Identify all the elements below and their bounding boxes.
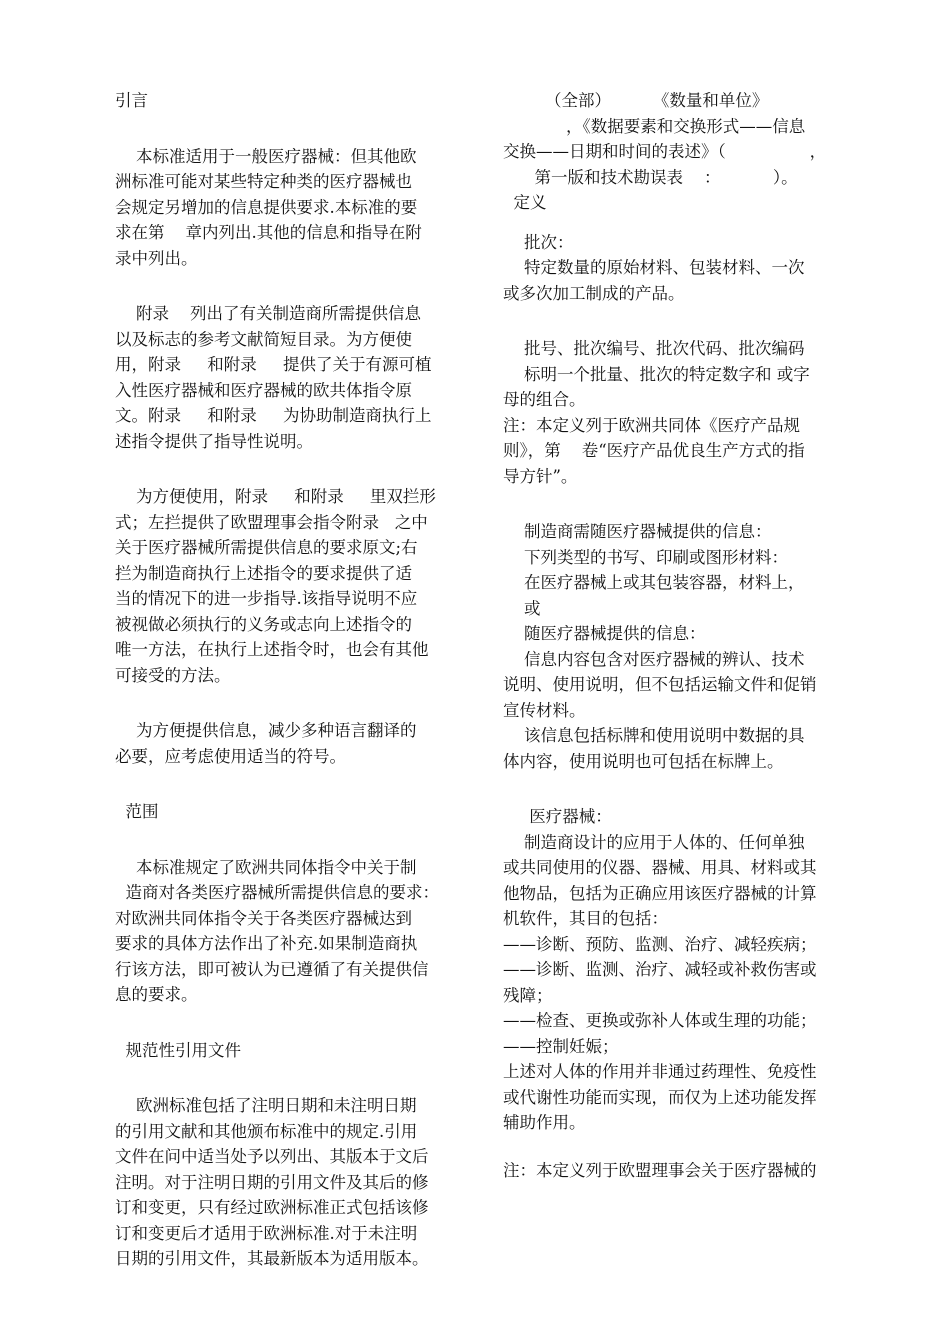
text-line: （全部） 《数量和单位》 bbox=[503, 91, 769, 110]
left-column bbox=[115, 88, 477, 1272]
text-line: 息的要求。 bbox=[115, 985, 198, 1004]
text-line: 注明。对于注明日期的引用文件及其后的修 bbox=[115, 1172, 429, 1192]
scope-paragraph bbox=[115, 855, 477, 1008]
intro-paragraph-2 bbox=[115, 301, 477, 454]
text-line: 第一版和技术勘误表 ： ）。 bbox=[503, 167, 798, 187]
medical-device-note: 注：本定义列于欧盟理事会关于医疗器械的 bbox=[503, 1160, 817, 1180]
text-line: 对欧洲共同体指令关于各类医疗器械达到 bbox=[115, 908, 412, 928]
medical-device-definition bbox=[503, 830, 863, 1136]
text-line: 制造商设计的应用于人体的、任何单独 bbox=[503, 832, 805, 852]
text-line: 洲标准可能对某些特定种类的医疗器械也 bbox=[115, 172, 412, 191]
term-batch-number: 批号、批次编号、批次代码、批次编码 bbox=[503, 339, 805, 358]
text-line: 或多次加工制成的产品。 bbox=[503, 283, 685, 303]
text-line: 以及标志的参考文献简短目录。为方便使 bbox=[115, 329, 412, 349]
intro-paragraph-4 bbox=[115, 718, 477, 769]
intro-paragraph-1 bbox=[115, 144, 477, 272]
text-line: 述指令提供了指导性说明。 bbox=[115, 431, 313, 451]
scope-heading: 范围 bbox=[115, 802, 159, 821]
text-line: ——诊断、预防、监测、治疗、减轻疾病； bbox=[503, 934, 817, 954]
text-line: 辅助作用。 bbox=[503, 1113, 586, 1132]
normative-references-heading: 规范性引用文件 bbox=[115, 1040, 241, 1060]
text-line: 他物品，包括为正确应用该医疗器械的计算 bbox=[503, 883, 817, 903]
text-line: 式；左拦提供了欧盟理事会指令附录 之中 bbox=[115, 512, 428, 532]
text-line: 交换——日期和时间的表述》（ ， bbox=[503, 142, 827, 161]
term-batch: 批次： bbox=[503, 232, 574, 252]
text-line: 日期的引用文件，其最新版本为适用版本。 bbox=[115, 1249, 429, 1268]
text-line: 上述对人体的作用并非通过药理性、免疫性 bbox=[503, 1062, 817, 1081]
text-line: 随医疗器械提供的信息： bbox=[503, 624, 706, 643]
text-line: ——控制妊娠； bbox=[503, 1036, 619, 1056]
text-line: 要求的具体方法作出了补充.如果制造商执 bbox=[115, 934, 418, 953]
text-line: 文。附录 和附录 为协助制造商执行上 bbox=[115, 406, 432, 425]
text-line: 可接受的方法。 bbox=[115, 665, 231, 685]
text-line: 会规定另增加的信息提供要求.本标准的要 bbox=[115, 197, 418, 217]
text-line: 行该方法，即可被认为已遵循了有关提供信 bbox=[115, 959, 429, 979]
batch-number-definition bbox=[503, 362, 863, 413]
intro-paragraph-3 bbox=[115, 484, 477, 688]
text-line: 或 bbox=[503, 598, 541, 618]
normative-references-paragraph bbox=[115, 1093, 477, 1272]
text-line: 当的情况下的进一步指导.该指导说明不应 bbox=[115, 589, 418, 608]
text-line: 本标准适用于一般医疗器械：但其他欧 bbox=[115, 146, 417, 166]
text-line: 关于医疗器械所需提供信息的要求原文;右 bbox=[115, 538, 418, 557]
right-column bbox=[503, 88, 863, 1183]
text-line: 造商对各类医疗器械所需提供信息的要求： bbox=[115, 883, 439, 902]
term-medical-device: 医疗器械： bbox=[503, 807, 612, 826]
text-line: 宣传材料。 bbox=[503, 700, 586, 720]
text-line: 标明一个批量、批次的特定数字和 或字 bbox=[503, 364, 810, 384]
text-line: 机软件，其目的包括： bbox=[503, 909, 668, 928]
text-line: 信息内容包含对医疗器械的辨认、技术 bbox=[503, 649, 805, 669]
text-line: 该信息包括标牌和使用说明中数据的具 bbox=[503, 726, 805, 745]
text-line: ，《数据要素和交换形式——信息 bbox=[503, 116, 806, 136]
text-line: 下列类型的书写、印刷或图形材料： bbox=[503, 547, 788, 567]
text-line: 导方针”。 bbox=[503, 466, 578, 486]
text-line: 文件在问中适当处予以列出、其版本于文后 bbox=[115, 1147, 429, 1166]
text-line: 说明、使用说明，但不包括运输文件和促销 bbox=[503, 675, 817, 694]
text-line: 为方便使用，附录 和附录 里双拦形 bbox=[115, 487, 436, 506]
text-line: 体内容，使用说明也可包括在标牌上。 bbox=[503, 751, 784, 771]
text-line: 被视做必须执行的义务或志向上述指令的 bbox=[115, 614, 412, 634]
text-line: 本标准规定了欧洲共同体指令中关于制 bbox=[115, 857, 417, 877]
text-line: 在医疗器械上或其包装容器，材料上， bbox=[503, 573, 805, 592]
text-line: 附录 列出了有关制造商所需提供信息 bbox=[115, 304, 421, 323]
references-continued bbox=[503, 88, 863, 190]
intro-heading: 引言 bbox=[115, 91, 148, 110]
text-line: 特定数量的原始材料、包装材料、一次 bbox=[503, 258, 805, 277]
text-line: 或共同使用的仪器、器械、用具、材料或其 bbox=[503, 858, 817, 877]
definitions-heading: 定义 bbox=[503, 193, 547, 212]
batch-definition bbox=[503, 255, 863, 306]
text-line: 用，附录 和附录 提供了关于有源可植 bbox=[115, 355, 432, 374]
text-line: 录中列出。 bbox=[115, 248, 198, 268]
text-line: 残障； bbox=[503, 985, 553, 1005]
text-line: 必要，应考虑使用适当的符号。 bbox=[115, 746, 346, 766]
text-line: 欧洲标准包括了注明日期和未注明日期 bbox=[115, 1096, 417, 1115]
manufacturer-information-definition bbox=[503, 545, 863, 775]
text-line: 拦为制造商执行上述指令的要求提供了适 bbox=[115, 563, 412, 583]
text-line: 订和变更后才适用于欧洲标准.对于未注明 bbox=[115, 1223, 418, 1243]
text-line: 为方便提供信息，减少多种语言翻译的 bbox=[115, 721, 417, 740]
text-line: 母的组合。 bbox=[503, 390, 586, 409]
text-line: 则》，第 卷“医疗产品优良生产方式的指 bbox=[503, 441, 805, 460]
text-line: ——诊断、监测、治疗、减轻或补救伤害或 bbox=[503, 960, 817, 979]
text-line: ——检查、更换或弥补人体或生理的功能； bbox=[503, 1011, 817, 1030]
text-line: 唯一方法，在执行上述指令时，也会有其他 bbox=[115, 640, 429, 659]
text-line: 注：本定义列于欧洲共同体《医疗产品规 bbox=[503, 415, 800, 435]
text-line: 的引用文献和其他颁布标准中的规定.引用 bbox=[115, 1121, 418, 1141]
term-manufacturer-information: 制造商需随医疗器械提供的信息： bbox=[503, 522, 772, 541]
text-line: 订和变更，只有经过欧洲标准正式包括该修 bbox=[115, 1198, 429, 1217]
batch-number-note bbox=[503, 413, 863, 490]
text-line: 入性医疗器械和医疗器械的欧共体指令原 bbox=[115, 380, 412, 400]
text-line: 或代谢性功能而实现，而仅为上述功能发挥 bbox=[503, 1087, 817, 1107]
text-line: 求在第 章内列出.其他的信息和指导在附 bbox=[115, 223, 422, 242]
